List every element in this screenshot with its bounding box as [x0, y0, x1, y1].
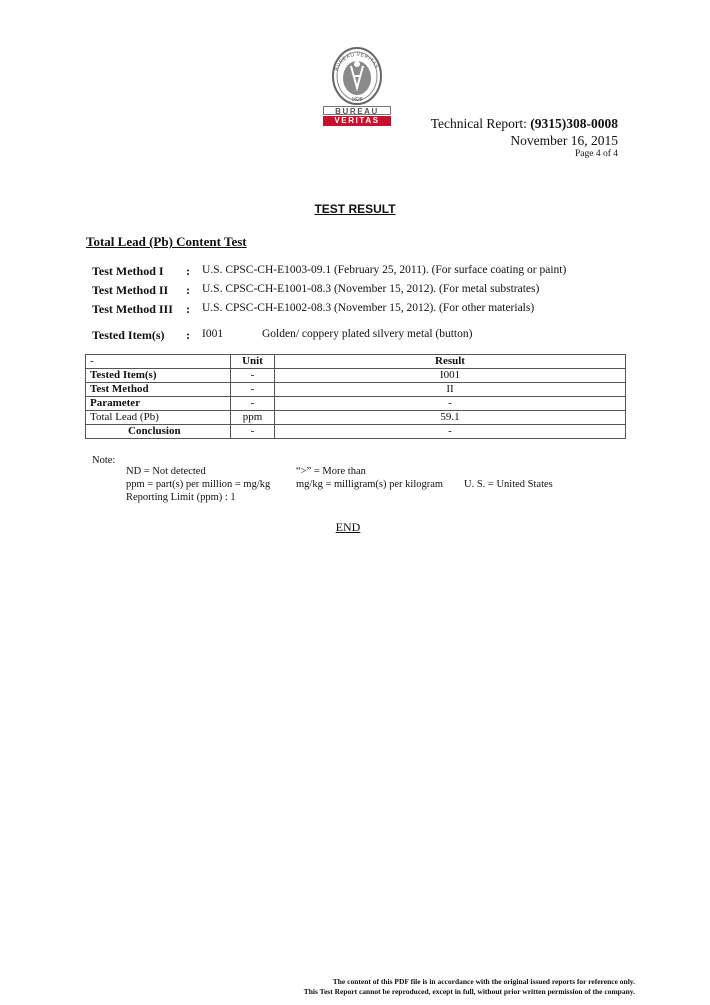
table-cell: II	[275, 383, 626, 397]
header-cell: Unit	[231, 355, 275, 369]
table-cell: Tested Item(s)	[86, 369, 231, 383]
header-cell: -	[86, 355, 231, 369]
footer-line-1: The content of this PDF file is in accordance with the original issued reports for reference only.	[332, 977, 635, 986]
table-cell: -	[231, 425, 275, 439]
results-table	[85, 354, 626, 439]
table-header-row	[86, 355, 626, 369]
report-label: Technical Report:	[430, 116, 531, 131]
table-row	[86, 425, 626, 439]
table-cell: I001	[275, 369, 626, 383]
method-1-label: Test Method I	[92, 264, 164, 278]
note-nd: ND = Not detected	[126, 466, 206, 477]
logo-seal-icon	[323, 46, 391, 106]
svg-text:BUREAU VERITAS: BUREAU VERITAS	[333, 51, 380, 72]
table-cell: -	[231, 369, 275, 383]
table-cell: -	[231, 383, 275, 397]
tested-items-description: Golden/ coppery plated silvery metal (button)	[262, 328, 473, 340]
method-3-colon: :	[186, 302, 190, 316]
section-title: Total Lead (Pb) Content Test	[86, 234, 247, 249]
logo-band-top: BUREAU	[323, 106, 391, 115]
table-cell: -	[231, 397, 275, 411]
header-cell: Result	[275, 355, 626, 369]
method-1-colon: :	[186, 264, 190, 278]
tested-items-label: Tested Item(s)	[92, 328, 165, 342]
note-mgkg: mg/kg = milligram(s) per kilogram	[296, 479, 444, 490]
table-cell: Total Lead (Pb)	[86, 411, 231, 425]
method-3-label: Test Method III	[92, 302, 173, 316]
report-date: November 16, 2015	[510, 133, 618, 148]
logo-band-bottom: VERITAS	[323, 116, 391, 126]
table-row	[86, 397, 626, 411]
table-row	[86, 369, 626, 383]
table-cell: Parameter	[86, 397, 231, 411]
method-2-value: U.S. CPSC-CH-E1001-08.3 (November 15, 2012). (For metal substrates)	[202, 283, 540, 295]
method-2-label: Test Method II	[92, 283, 169, 297]
page-title: TEST RESULT	[314, 202, 396, 216]
note-ppm: ppm = part(s) per million = mg/kg	[126, 479, 271, 490]
report-number-line	[431, 116, 618, 132]
note-more-than: “>” = More than	[296, 466, 366, 477]
table-cell: -	[275, 425, 626, 439]
tested-items-colon: :	[186, 328, 190, 342]
logo-year: 1828	[351, 97, 363, 103]
table-row	[86, 411, 626, 425]
table-cell: 59.1	[275, 411, 626, 425]
method-1-value: U.S. CPSC-CH-E1003-09.1 (February 25, 2011). (For surface coating or paint)	[202, 264, 567, 276]
note-us: U. S. = United States	[464, 479, 553, 490]
end-marker: END	[335, 520, 361, 534]
method-2-colon: :	[186, 283, 190, 297]
note-heading: Note:	[92, 455, 116, 466]
table-cell: ppm	[231, 411, 275, 425]
table-cell: Conclusion	[86, 425, 231, 439]
bureau-veritas-logo	[323, 46, 391, 128]
page-number: Page 4 of 4	[574, 149, 618, 159]
table-cell: Test Method	[86, 383, 231, 397]
table-row	[86, 383, 626, 397]
table-cell: -	[275, 397, 626, 411]
tested-items-code: I001	[202, 328, 224, 340]
footer-line-2: This Test Report cannot be reproduced, except in full, without prior written permission of the company.	[303, 987, 635, 996]
method-3-value: U.S. CPSC-CH-E1002-08.3 (November 15, 2012). (For other materials)	[202, 302, 535, 314]
report-number: (9315)308-0008	[530, 116, 618, 131]
note-reporting-limit: Reporting Limit (ppm) : 1	[126, 492, 236, 503]
